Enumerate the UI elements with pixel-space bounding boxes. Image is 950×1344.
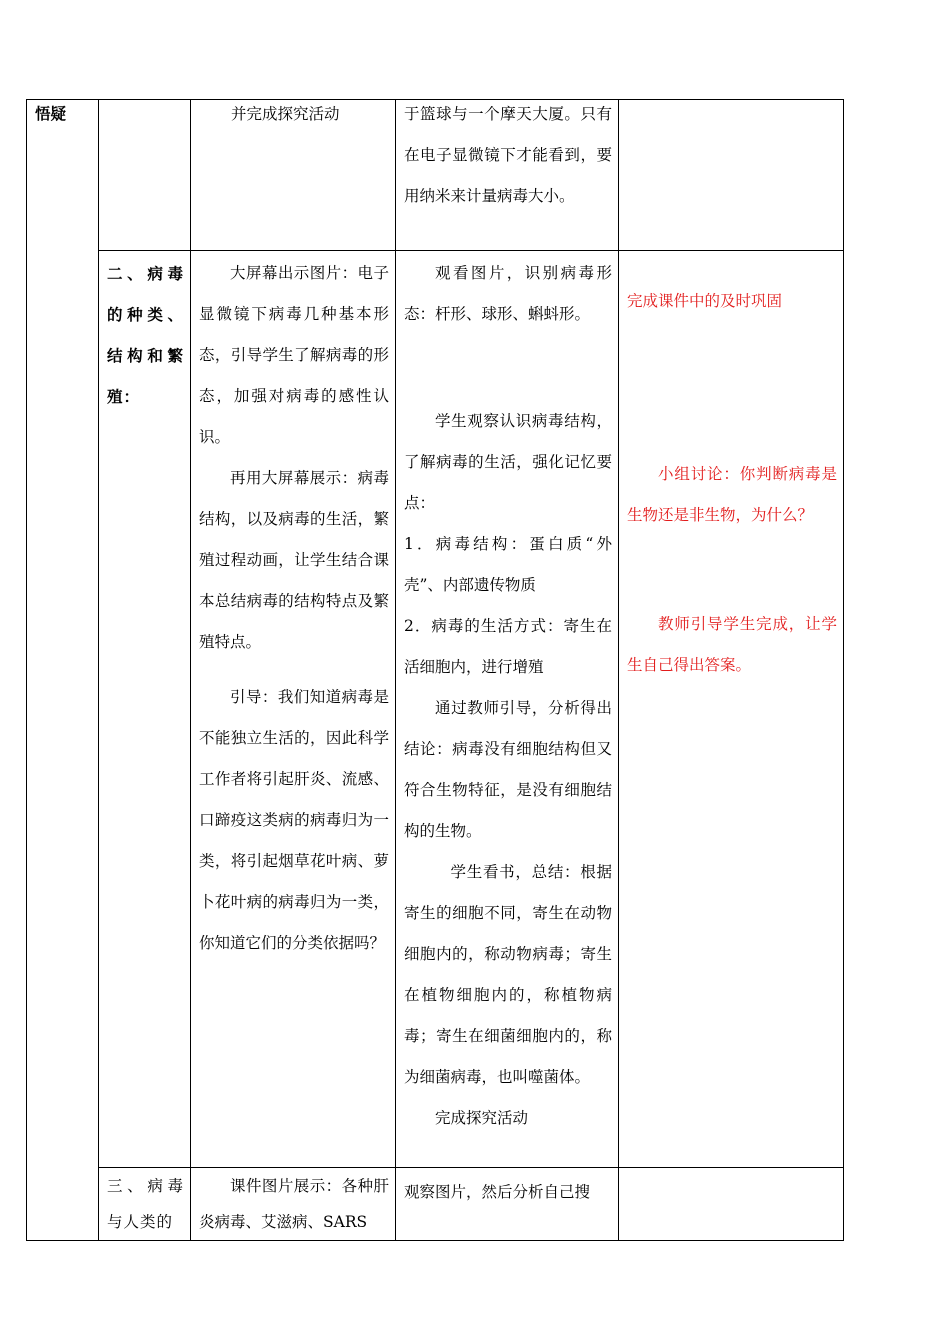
design-intent-cell — [619, 251, 844, 1168]
stage-cell — [27, 100, 99, 1241]
teacher-paragraph: 引导：我们知道病毒是不能独立生活的，因此科学工作者将引起肝炎、流感、口蹄疫这类病的病毒归为一类，将引起烟草花叶病、萝卜花叶病的病毒归为一类，你知道它们的分类依据吗？ — [199, 688, 389, 952]
topic-heading: 二、病毒的种类、结构和繁殖： — [107, 264, 184, 406]
design-note: 完成课件中的及时巩固 — [627, 292, 783, 310]
student-paragraph: 观察图片，然后分析自己搜 — [404, 1183, 591, 1201]
teacher-paragraph: 再用大屏幕展示：病毒结构，以及病毒的生活，繁殖过程动画，让学生结合课本总结病毒的结构特点及繁殖特点。 — [199, 469, 389, 651]
table-row — [27, 100, 844, 251]
student-activity-cell — [396, 251, 619, 1168]
topic-cell — [99, 251, 191, 1168]
design-intent-cell — [619, 1168, 844, 1241]
teacher-activity-text: 并完成探究活动 — [231, 105, 340, 123]
table-row — [27, 1168, 844, 1241]
teacher-paragraph: 大屏幕出示图片：电子显微镜下病毒几种基本形态，引导学生了解病毒的形态，加强对病毒的感性认识。 — [199, 264, 389, 446]
student-activity-cell — [396, 1168, 619, 1241]
teacher-activity-cell — [191, 1168, 396, 1241]
student-activity-cell — [396, 100, 619, 251]
design-intent-cell — [619, 100, 844, 251]
lesson-plan-table — [26, 99, 844, 1241]
student-paragraph: 完成探究活动 — [435, 1109, 529, 1127]
topic-cell — [99, 100, 191, 251]
topic-cell — [99, 1168, 191, 1241]
student-paragraph: 2．病毒的生活方式：寄生在活细胞内，进行增殖 — [404, 617, 612, 676]
teacher-paragraph: 课件图片展示：各种肝炎病毒、艾滋病、SARS — [199, 1177, 389, 1231]
topic-heading: 三、病毒与人类的 — [107, 1177, 184, 1231]
design-note: 小组讨论：你判断病毒是生物还是非生物，为什么？ — [627, 465, 837, 524]
design-note: 教师引导学生完成，让学生自己得出答案。 — [627, 615, 837, 674]
student-activity-text: 于篮球与一个摩天大厦。只有在电子显微镜下才能看到，要用纳米来计量病毒大小。 — [404, 105, 612, 205]
teacher-activity-cell — [191, 100, 396, 251]
stage-label: 悟疑 — [35, 104, 67, 123]
student-paragraph: 通过教师引导，分析得出结论：病毒没有细胞结构但又符合生物特征，是没有细胞结构的生物。 — [404, 699, 612, 840]
student-paragraph: 学生观察认识病毒结构，了解病毒的生活，强化记忆要点： — [404, 412, 612, 512]
student-paragraph: 学生看书，总结：根据寄生的细胞不同，寄生在动物细胞内的，称动物病毒；寄生在植物细胞内的，称植物病毒；寄生在细菌细胞内的，称为细菌病毒，也叫噬菌体。 — [404, 863, 612, 1086]
table-row — [27, 251, 844, 1168]
student-paragraph: 观看图片，识别病毒形态：杆形、球形、蝌蚪形。 — [404, 264, 612, 323]
student-paragraph: 1．病毒结构：蛋白质“外壳”、内部遗传物质 — [404, 535, 612, 594]
teacher-activity-cell — [191, 251, 396, 1168]
